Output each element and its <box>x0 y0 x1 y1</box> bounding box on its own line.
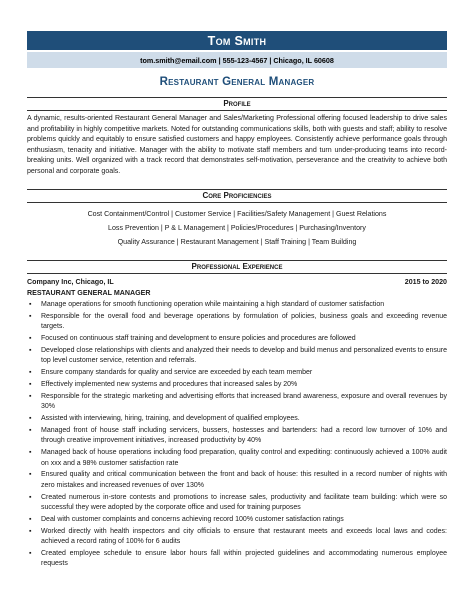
list-item: ▪ Assisted with interviewing, hiring, training, and development of qualified employees. <box>27 414 447 424</box>
bullet-icon: ▪ <box>29 301 32 308</box>
bullet-icon: ▪ <box>29 335 32 343</box>
bullet-icon: ▪ <box>29 381 32 389</box>
employment-dates: 2015 to 2020 <box>404 278 447 286</box>
list-item: ▪ Managed front of house staff including servicers, bussers, hostesses and bartenders: had a record low turnover of 10% and through creative improvement initiatives, increased productivity by 40% <box>29 427 447 445</box>
bullet-icon: ▪ <box>29 471 32 479</box>
list-item: ▪ Responsible for the strategic marketing and advertising efforts that increased brand awareness, exposure and overall revenues by 30% <box>29 392 447 411</box>
contact-banner <box>27 52 447 68</box>
list-item: ▪ Effectively implemented new systems and procedures that increased sales by 20% <box>27 380 447 390</box>
bullet-icon: ▪ <box>29 392 32 400</box>
proficiency-line: Cost Containment/Control | Customer Service | Facilities/Safety Management | Guest Relations <box>87 210 387 218</box>
experience-heading: Professional Experience <box>27 260 447 274</box>
list-item: ▪ Ensure company standards for quality and service are exceeded by each team member <box>27 368 447 378</box>
proficiency-line: Quality Assurance | Restaurant Management | Staff Training | Team Building <box>117 238 357 246</box>
list-item: ▪ Ensured quality and critical communication between the front and back of house: this resulted in a record number of nights with zero mistakes and increased revenues of over 130% <box>29 471 447 489</box>
bullet-icon: ▪ <box>29 549 32 557</box>
list-item: ▪ Developed close relationships with clients and analyzed their needs to develop and build menus and personalized events to ensure top level customer service, retention and referrals. <box>29 346 447 365</box>
list-item: ▪ Managed back of house operations including food preparation, quality control and expediting: continuously achieved a 100% audit on xxx and a 98% customer satisfaction rate <box>29 449 447 467</box>
resume-title: Restaurant General Manager <box>159 76 315 88</box>
bullet-icon: ▪ <box>29 346 32 354</box>
bullet-icon: ▪ <box>29 427 32 435</box>
employer-row <box>27 278 447 286</box>
list-item: ▪ Worked directly with health inspectors and city officials to ensure that restaurant meets and exceeds local laws and codes: achieved a record rating of 100% for 6 audits <box>29 527 447 545</box>
bullet-icon: ▪ <box>29 527 32 535</box>
list-item: ▪ Focused on continuous staff training and development to ensure policies and procedures are followed <box>27 334 447 344</box>
contact-info: tom.smith@email.com | 555-123-4567 | Chicago, IL 60608 <box>140 55 334 65</box>
achievement-list <box>27 300 447 571</box>
bullet-icon: ▪ <box>29 415 32 423</box>
bullet-icon: ▪ <box>29 449 32 457</box>
profile-summary: A dynamic, results-oriented Restaurant General Manager and Sales/Marketing Professional offering focused leadership to drive sales and profitability in highly competitive markets. Noted for outstanding communications skills, both with guests and staff; ability to resolve problems quickly and equitably to ensure satisfied customers and happy employees. Consistently achieve performance goals through enthusiasm, tenacity and initiative. Manager with the ability to motivate staff members and turn under-producing teams into record-breaking units. Well organized with a track record that demonstrates self-motivation, perseverance and the creativity to achieve both personal and corporate goals. <box>27 115 447 175</box>
profile-heading: Profile <box>27 97 447 111</box>
job-role: RESTAURANT GENERAL MANAGER <box>27 289 151 297</box>
company-name: Company Inc, Chicago, IL <box>27 278 114 286</box>
list-item: ▪ Manage operations for smooth functioning operation while maintaining a high standard of customer satisfaction <box>27 300 447 310</box>
list-item: ▪ Created numerous in-store contests and promotions to increase sales, productivity and facilitate team building: which were so successful they were adopted by the corporate office and used for training purposes <box>29 493 447 511</box>
list-item: ▪ Responsible for the overall food and beverage operations by formulation of policies, business goals and exceeding revenue targets. <box>29 312 447 331</box>
core-proficiencies-heading: Core Proficiencies <box>27 189 447 203</box>
list-item: ▪ Deal with customer complaints and concerns achieving record 100% customer satisfaction ratings <box>27 515 447 525</box>
core-proficiencies-list <box>27 207 447 249</box>
name-banner <box>27 31 447 50</box>
proficiency-line: Loss Prevention | P & L Management | Policies/Procedures | Purchasing/Inventory <box>108 224 366 232</box>
list-item: ▪ Created employee schedule to ensure labor hours fall within projected guidelines and accommodating numerous employee requests <box>29 549 447 568</box>
candidate-name: Tom Smith <box>207 33 267 48</box>
bullet-icon: ▪ <box>29 515 32 523</box>
bullet-icon: ▪ <box>29 493 32 501</box>
bullet-icon: ▪ <box>29 369 32 377</box>
bullet-icon: ▪ <box>29 312 32 320</box>
